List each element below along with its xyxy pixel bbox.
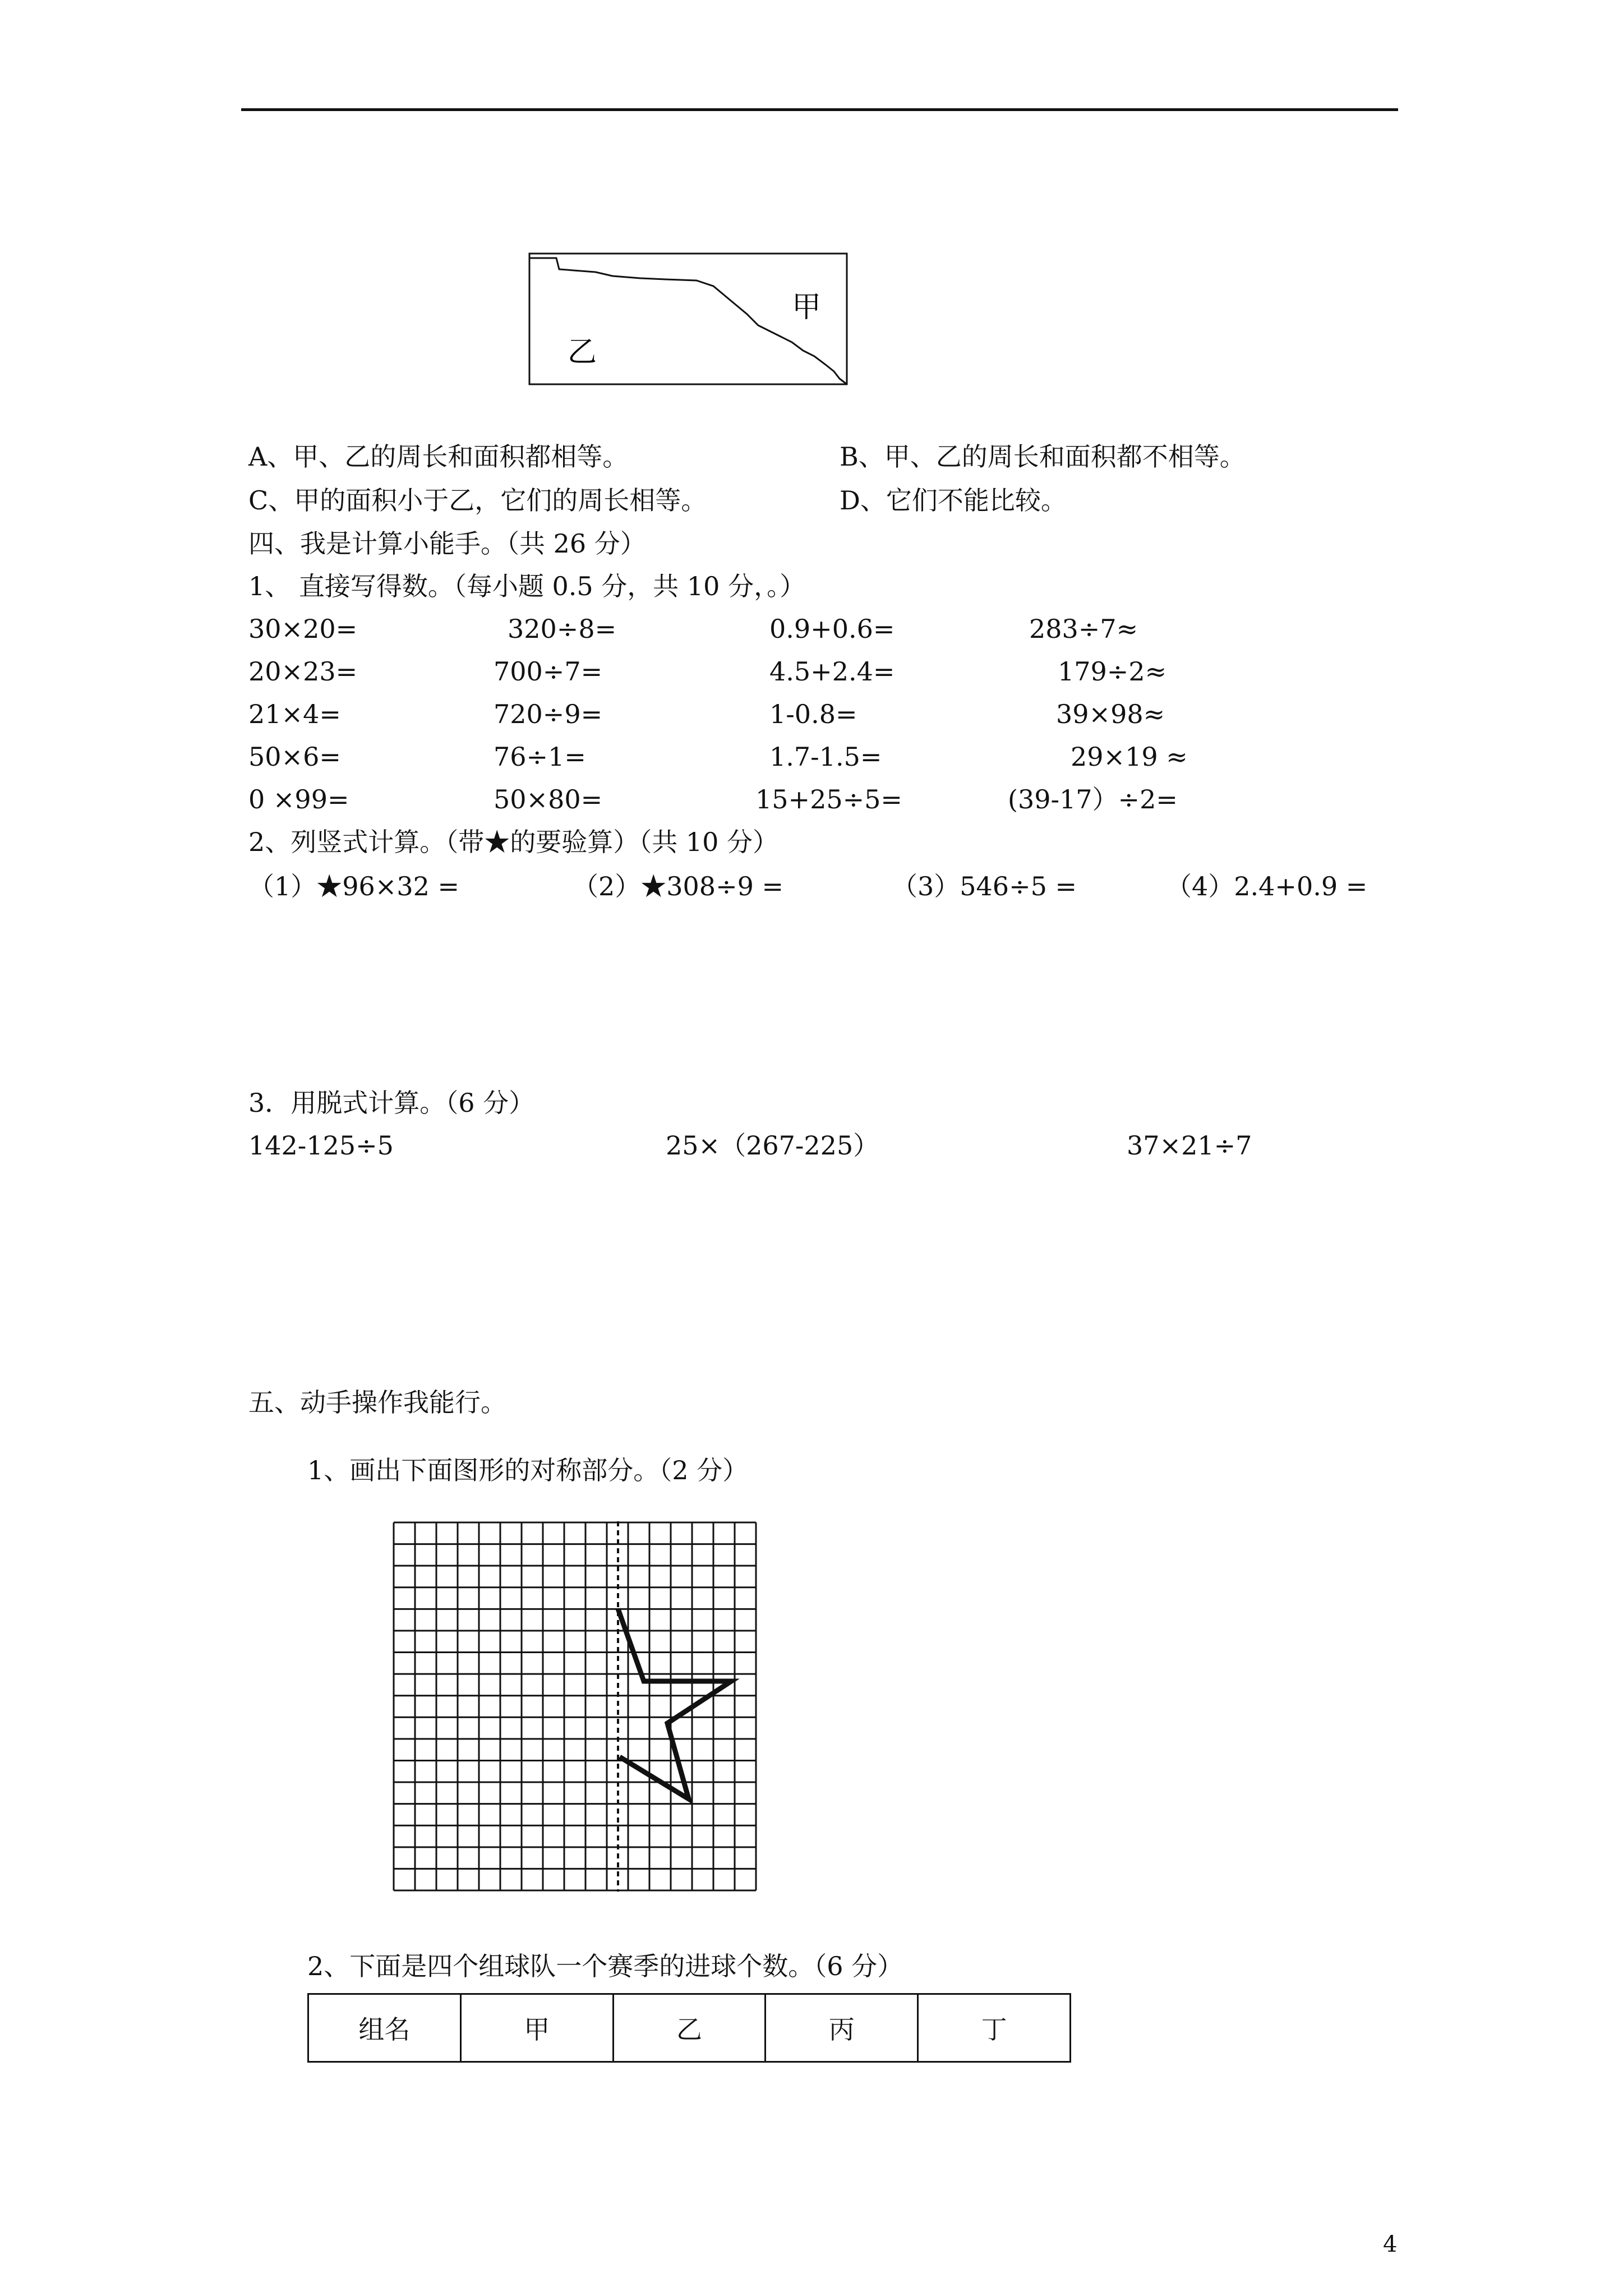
direct-item: 179÷2≈ — [1058, 656, 1167, 687]
option-a: A、甲、乙的周长和面积都相等。 — [248, 441, 629, 472]
option-d: D、它们不能比较。 — [840, 485, 1067, 516]
direct-item: 283÷7≈ — [1029, 614, 1138, 644]
direct-item: 50×80= — [494, 784, 603, 815]
direct-item: 320÷8= — [508, 614, 617, 644]
section4-q2-title: 2、列竖式计算。（带★的要验算）（共 10 分） — [248, 827, 779, 857]
label-yi: 乙 — [568, 335, 597, 369]
section4-q3-title: 3．用脱式计算。（6 分） — [248, 1088, 535, 1118]
direct-item: 0 ×99= — [248, 784, 349, 815]
direct-item: (39-17）÷2= — [1008, 784, 1178, 815]
table-header-cell: 丙 — [766, 1994, 918, 2062]
direct-item: 29×19 ≈ — [1071, 742, 1188, 772]
table-header-cell: 组名 — [308, 1994, 461, 2062]
section5-q2-title: 2、下面是四个组球队一个赛季的进球个数。（6 分） — [307, 1951, 903, 1981]
header-rule — [241, 108, 1398, 111]
grid-lines — [394, 1522, 756, 1890]
page-number: 4 — [1383, 2231, 1398, 2257]
direct-item: 30×20= — [248, 614, 358, 644]
half-figure — [618, 1609, 731, 1799]
table-row — [308, 1994, 1071, 2062]
stepwise-item: 142-125÷5 — [248, 1130, 394, 1161]
section5-q1-title: 1、画出下面图形的对称部分。（2 分） — [307, 1455, 749, 1485]
direct-item: 1.7-1.5= — [769, 742, 882, 772]
direct-item: 700÷7= — [494, 656, 603, 687]
direct-item: 20×23= — [248, 656, 358, 687]
vertical-item: （1）★96×32 = — [248, 871, 460, 901]
label-jia: 甲 — [792, 291, 822, 324]
direct-item: 50×6= — [248, 742, 341, 772]
option-b: B、甲、乙的周长和面积都不相等。 — [840, 441, 1246, 472]
section5-title: 五、动手操作我能行。 — [248, 1387, 506, 1418]
symmetry-grid — [393, 1521, 757, 1892]
section4-q1-title: 1、 直接写得数。（每小题 0.5 分，共 10 分，。） — [248, 571, 806, 601]
stepwise-item: 25×（267-225） — [666, 1130, 879, 1161]
goals-table — [307, 1993, 1071, 2063]
direct-item: 720÷9= — [494, 699, 603, 729]
vertical-item: （4）2.4+0.9 = — [1166, 871, 1368, 901]
direct-item: 15+25÷5= — [755, 784, 902, 815]
stepwise-item: 37×21÷7 — [1127, 1130, 1252, 1161]
direct-item: 76÷1= — [494, 742, 586, 772]
direct-item: 1-0.8= — [769, 699, 857, 729]
direct-item: 4.5+2.4= — [769, 656, 895, 687]
table-header-cell: 乙 — [613, 1994, 766, 2062]
table-header-cell: 甲 — [460, 1994, 613, 2062]
direct-item: 0.9+0.6= — [769, 614, 895, 644]
option-c: C、甲的面积小于乙，它们的周长相等。 — [248, 485, 707, 516]
shape-figure — [528, 252, 848, 385]
table-header-cell: 丁 — [918, 1994, 1071, 2062]
section4-title: 四、我是计算小能手。（共 26 分） — [248, 528, 646, 559]
vertical-item: （3）546÷5 = — [892, 871, 1077, 901]
vertical-item: （2）★308÷9 = — [573, 871, 784, 901]
direct-item: 21×4= — [248, 699, 341, 729]
direct-item: 39×98≈ — [1056, 699, 1165, 729]
